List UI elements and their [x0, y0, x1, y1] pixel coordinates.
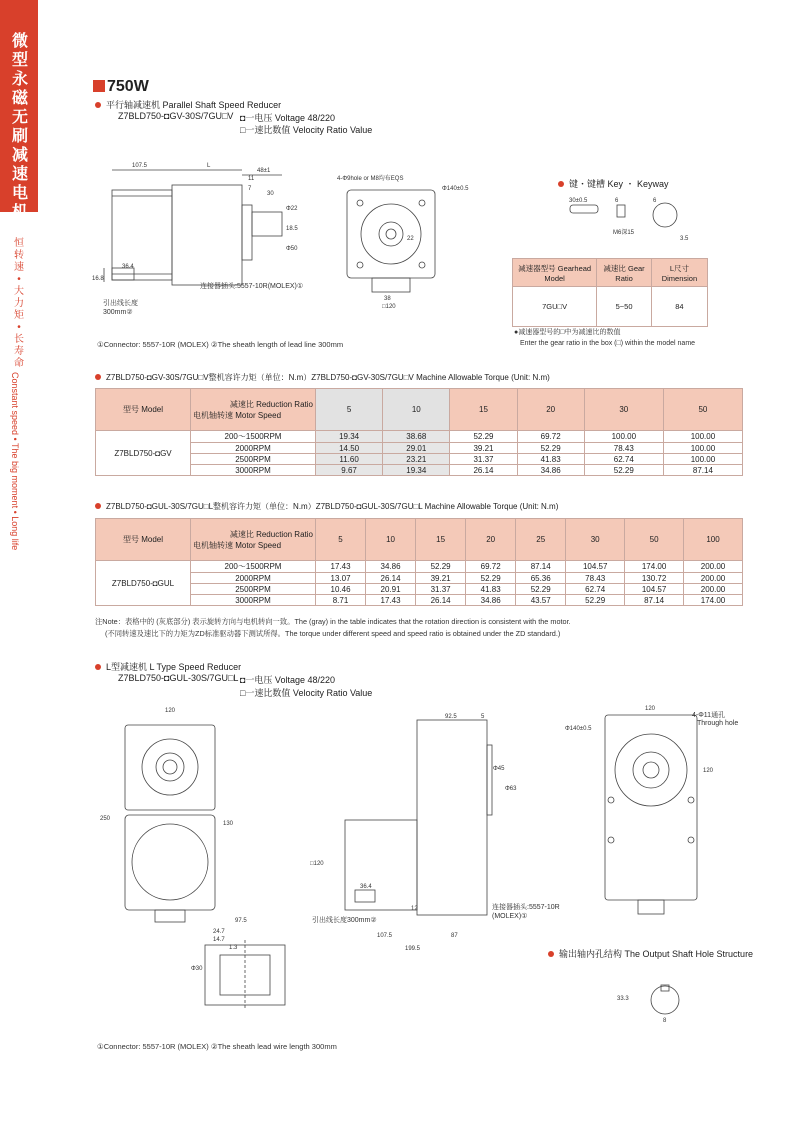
through-hole-label-en: Through hole — [697, 720, 739, 727]
torque-cell: 23.21 — [383, 454, 450, 465]
torque-cell: 174.00 — [625, 561, 684, 573]
torque-cell: 174.00 — [684, 595, 743, 606]
speed-cell: 200～1500RPM — [191, 431, 316, 443]
model-cell: Z7BLD750-◘GUL — [96, 561, 191, 606]
torque-cell: 52.29 — [566, 595, 625, 606]
dim-text: 38 — [384, 296, 391, 302]
ratio-header: 15 — [416, 519, 466, 561]
dim-text: 107.5 — [132, 163, 148, 169]
ratio-header: 30 — [566, 519, 625, 561]
hole-label: 4-Φ9hole or M8均布EQS — [337, 176, 404, 182]
connector-label: 连接器插头:5557-10R(MOLEX)① — [200, 283, 304, 290]
torque-cell: 39.21 — [450, 443, 517, 454]
bullet-icon — [95, 102, 101, 108]
dim-text: 11 — [248, 176, 255, 182]
key-dim: 6 — [615, 198, 619, 204]
dim-text: 120 — [703, 768, 714, 774]
ratio-header: 15 — [450, 389, 517, 431]
dim-text: 18.5 — [286, 226, 298, 232]
dim-text: □120 — [310, 861, 324, 867]
key-note-cn: ●减速器型号的□中为减速比的数值 — [514, 329, 621, 336]
torque-cell: 8.71 — [316, 595, 366, 606]
torque-cell: 78.43 — [566, 573, 625, 584]
torque-cell: 62.74 — [584, 454, 663, 465]
torque-cell: 26.14 — [416, 595, 466, 606]
dim-text: Φ140±0.5 — [565, 726, 592, 732]
ratio-header: 5 — [316, 519, 366, 561]
ratio-header: 100 — [684, 519, 743, 561]
dim-text: 24.7 — [213, 929, 225, 935]
feature-1: 恒转速 — [14, 238, 24, 273]
ratio-header: 25 — [516, 519, 566, 561]
torque-cell: 69.72 — [517, 431, 584, 443]
dim-text: 22 — [407, 236, 414, 242]
table2-title: Z7BLD750-◘GUL-30S/7GU□L整机容许力矩（单位：N.m）Z7BLD750-◘GUL-30S/7GU□L Machine Allowable Torque (Unit: N.m) — [95, 501, 558, 512]
dim-text: 250 — [100, 816, 111, 822]
speed-cell: 2500RPM — [191, 584, 316, 595]
dim-text: 5 — [481, 714, 485, 720]
torque-cell: 130.72 — [625, 573, 684, 584]
torque-cell: 26.14 — [366, 573, 416, 584]
dim-text: 48±1 — [257, 168, 271, 174]
key-dim: 3.5 — [680, 236, 689, 242]
parallel-model: Z7BLD750-◘GV-30S/7GU□V — [118, 111, 234, 121]
ratio-header: 20 — [466, 519, 516, 561]
torque-cell: 17.43 — [316, 561, 366, 573]
torque-cell: 39.21 — [416, 573, 466, 584]
table-row — [96, 561, 743, 573]
key-dim: M6深15 — [613, 230, 635, 236]
dim-text: 92.5 — [445, 714, 457, 720]
gearhead-table — [512, 258, 708, 327]
torque-cell: 34.86 — [366, 561, 416, 573]
torque-cell: 100.00 — [663, 431, 742, 443]
bullet-icon — [95, 503, 101, 509]
table-row — [96, 465, 743, 476]
feature-3: 长寿命 — [14, 334, 24, 369]
parallel-footnote: ①Connector: 5557-10R (MOLEX) ②The sheath length of lead line 300mm — [97, 340, 344, 349]
lead-length: 300mm② — [103, 309, 133, 316]
torque-cell: 31.37 — [450, 454, 517, 465]
dim-text: 30 — [267, 191, 274, 197]
ltype-lead-label: 引出线长度300mm② — [312, 917, 377, 924]
note-line-2: (不同转速及速比下的力矩为ZD标准驱动器下测试所得。The torque under different speed and speed ratio is obtained under the ZD standard.) — [105, 629, 561, 638]
torque-cell: 52.29 — [584, 465, 663, 476]
model-header: 型号 Model — [96, 389, 191, 431]
ltype-connector-label-2: (MOLEX)① — [492, 913, 528, 920]
ratio-header: 50 — [663, 389, 742, 431]
dim-text: 107.5 — [377, 933, 393, 939]
shaft-hole-title: 输出轴内孔结构 The Output Shaft Hole Structure — [548, 947, 753, 960]
dim-text: 12 — [411, 906, 418, 912]
torque-cell: 87.14 — [625, 595, 684, 606]
sidebar-title: 微型永磁无刷减速电机 — [11, 33, 28, 221]
parallel-voltage: ◘一电压 Voltage 48/220 — [240, 113, 335, 123]
torque-cell: 100.00 — [663, 454, 742, 465]
speed-cell: 2500RPM — [191, 454, 316, 465]
feature-2: 大力矩 — [14, 286, 24, 321]
heading-square-icon — [93, 80, 105, 92]
dim-text: Φ45 — [493, 766, 505, 772]
torque-cell: 38.68 — [383, 431, 450, 443]
table-cell: 5~50 — [597, 287, 652, 327]
torque-cell: 87.14 — [663, 465, 742, 476]
dim-text: L — [207, 163, 211, 169]
speed-cell: 3000RPM — [191, 595, 316, 606]
through-hole-label: 4-Φ11通孔 — [692, 712, 726, 719]
dim-text: Φ50 — [286, 246, 298, 252]
ltype-ratio: □一速比数值 Velocity Ratio Value — [240, 688, 373, 698]
torque-cell: 104.57 — [566, 561, 625, 573]
table-header: 减速比 Gear Ratio — [597, 259, 652, 287]
dim-text: 120 — [645, 706, 656, 712]
key-drawing — [565, 190, 695, 245]
parallel-drawing — [92, 150, 512, 340]
torque-cell: 17.43 — [366, 595, 416, 606]
dim-text: 199.5 — [405, 946, 421, 952]
dim-text: 16.8 — [92, 276, 104, 282]
torque-cell: 43.57 — [516, 595, 566, 606]
torque-cell: 69.72 — [466, 561, 516, 573]
bullet-icon — [95, 374, 101, 380]
torque-cell: 52.29 — [466, 573, 516, 584]
dim-text: 1.3 — [229, 945, 238, 951]
bullet-icon — [558, 181, 564, 187]
note-line-1: 注Note：表格中的 (灰底部分) 表示旋转方向与电机转向一致。The (gray) in the table indicates that the rotation direction is consistent with the motor. — [95, 617, 571, 626]
table-row — [96, 584, 743, 595]
dim-text: 97.5 — [235, 918, 247, 924]
torque-cell: 41.83 — [466, 584, 516, 595]
ratio-speed-header: 减速比 Reduction Ratio 电机轴转速 Motor Speed — [191, 389, 316, 431]
dim-text: Φ22 — [286, 206, 298, 212]
table-row — [96, 595, 743, 606]
torque-cell: 87.14 — [516, 561, 566, 573]
dim-text: 33.3 — [617, 996, 629, 1002]
dim-text: 8 — [663, 1018, 667, 1024]
dim-text: □120 — [382, 304, 396, 310]
torque-table-2 — [95, 518, 743, 606]
ratio-header: 10 — [366, 519, 416, 561]
speed-cell: 200～1500RPM — [191, 561, 316, 573]
torque-cell: 52.29 — [516, 584, 566, 595]
sidebar — [0, 0, 38, 1129]
ratio-header: 10 — [383, 389, 450, 431]
torque-cell: 200.00 — [684, 584, 743, 595]
dim-text: 130 — [223, 821, 234, 827]
dim-text: 14.7 — [213, 937, 225, 943]
ratio-speed-header: 减速比 Reduction Ratio 电机轴转速 Motor Speed — [191, 519, 316, 561]
ltype-voltage: ◘一电压 Voltage 48/220 — [240, 675, 335, 685]
key-dim: 6 — [653, 198, 657, 204]
torque-cell: 11.60 — [316, 454, 383, 465]
speed-cell: 2000RPM — [191, 443, 316, 454]
dim-text: 7 — [248, 186, 252, 192]
ltype-footnote: ①Connector: 5557-10R (MOLEX) ②The sheath lead wire length 300mm — [97, 1042, 337, 1051]
speed-cell: 3000RPM — [191, 465, 316, 476]
torque-cell: 9.67 — [316, 465, 383, 476]
key-note-en: Enter the gear ratio in the box (□) within the model name — [520, 340, 696, 347]
torque-cell: 62.74 — [566, 584, 625, 595]
torque-cell: 52.29 — [416, 561, 466, 573]
bullet-icon — [548, 951, 554, 957]
torque-cell: 34.86 — [466, 595, 516, 606]
ltype-drawing — [95, 700, 755, 1030]
table-cell: 7GU□V — [513, 287, 597, 327]
torque-cell: 26.14 — [450, 465, 517, 476]
ltype-model: Z7BLD750-◘GUL-30S/7GU□L — [118, 673, 239, 683]
torque-cell: 200.00 — [684, 561, 743, 573]
dim-text: Φ30 — [191, 966, 203, 972]
dim-text: 36.4 — [122, 264, 134, 270]
key-title: 键・键槽 Key ・ Keyway — [558, 177, 669, 190]
model-header: 型号 Model — [96, 519, 191, 561]
torque-cell: 29.01 — [383, 443, 450, 454]
torque-cell: 52.29 — [517, 443, 584, 454]
ltype-title: L型减速机 L Type Speed Reducer — [95, 660, 241, 673]
torque-cell: 200.00 — [684, 573, 743, 584]
torque-cell: 104.57 — [625, 584, 684, 595]
torque-cell: 31.37 — [416, 584, 466, 595]
torque-cell: 10.46 — [316, 584, 366, 595]
ratio-header: 20 — [517, 389, 584, 431]
torque-cell: 20.91 — [366, 584, 416, 595]
sidebar-features-cn: 恒转速 • 大力矩 • 长寿命 — [11, 238, 27, 370]
torque-cell: 52.29 — [450, 431, 517, 443]
table-header: 减速器型号 Gearhead Model — [513, 259, 597, 287]
torque-cell: 13.07 — [316, 573, 366, 584]
table-row — [96, 443, 743, 454]
dim-text: Φ140±0.5 — [442, 186, 469, 192]
torque-table-1 — [95, 388, 743, 476]
power-heading: 750W — [93, 78, 149, 96]
torque-cell: 14.50 — [316, 443, 383, 454]
torque-cell: 34.86 — [517, 465, 584, 476]
torque-cell: 78.43 — [584, 443, 663, 454]
dim-text: 120 — [165, 708, 176, 714]
table-row — [96, 454, 743, 465]
dim-text: 87 — [451, 933, 458, 939]
parallel-title: 平行轴减速机 Parallel Shaft Speed Reducer — [95, 98, 281, 111]
table-row — [96, 573, 743, 584]
lead-label: 引出线长度 — [103, 300, 138, 307]
torque-cell: 65.36 — [516, 573, 566, 584]
parallel-ratio: □一速比数值 Velocity Ratio Value — [240, 125, 373, 135]
ratio-header: 5 — [316, 389, 383, 431]
torque-cell: 100.00 — [584, 431, 663, 443]
table1-title: Z7BLD750-◘GV-30S/7GU□V整机容许力矩（单位：N.m）Z7BLD750-◘GV-30S/7GU□V Machine Allowable Torque (Unit: N.m) — [95, 372, 550, 383]
ratio-header: 30 — [584, 389, 663, 431]
sidebar-features-en: Constant speed • The big moment • Long life — [10, 372, 20, 551]
model-cell: Z7BLD750-◘GV — [96, 431, 191, 476]
ratio-header: 50 — [625, 519, 684, 561]
torque-cell: 19.34 — [316, 431, 383, 443]
table-cell: 84 — [651, 287, 707, 327]
bullet-icon — [95, 664, 101, 670]
dim-text: 36.4 — [360, 884, 372, 890]
speed-cell: 2000RPM — [191, 573, 316, 584]
key-dim: 30±0.5 — [569, 198, 588, 204]
dim-text: Φ63 — [505, 786, 517, 792]
torque-cell: 41.83 — [517, 454, 584, 465]
ltype-connector-label: 连接器插头:5557-10R — [492, 904, 560, 911]
torque-cell: 100.00 — [663, 443, 742, 454]
table-row — [96, 431, 743, 443]
table-header: L尺寸 Dimension — [651, 259, 707, 287]
torque-cell: 19.34 — [383, 465, 450, 476]
